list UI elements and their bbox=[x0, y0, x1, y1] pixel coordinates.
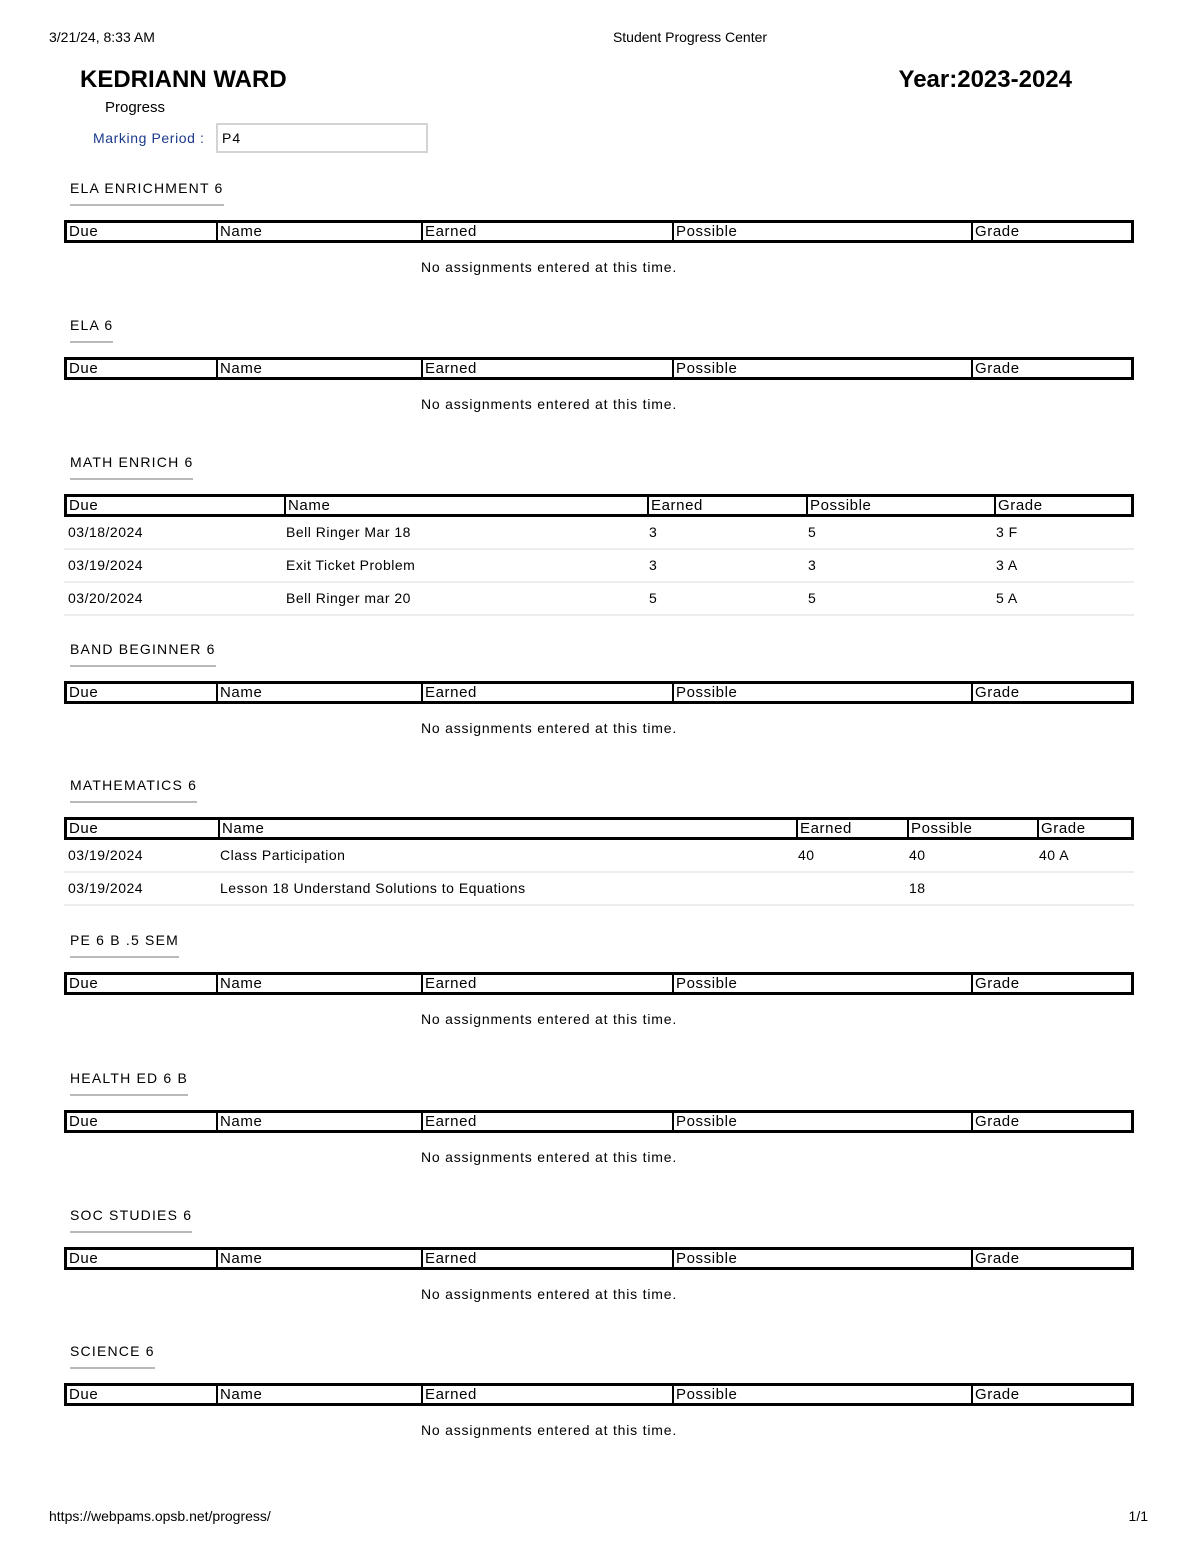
col-grade: Grade bbox=[971, 1250, 1020, 1267]
due-date: 03/19/2024 bbox=[68, 847, 144, 863]
col-earned: Earned bbox=[421, 360, 477, 377]
possible-points: 3 bbox=[808, 557, 817, 573]
course-section bbox=[64, 777, 1134, 906]
col-grade: Grade bbox=[971, 1386, 1020, 1403]
due-date: 03/20/2024 bbox=[68, 590, 144, 606]
assignment-table-header bbox=[64, 1247, 1134, 1270]
col-possible: Possible bbox=[672, 1250, 738, 1267]
course-section bbox=[64, 641, 1134, 736]
col-due: Due bbox=[69, 360, 99, 377]
course-section bbox=[64, 1070, 1134, 1165]
empty-message: No assignments entered at this time. bbox=[420, 259, 678, 275]
col-possible: Possible bbox=[907, 820, 973, 837]
empty-message: No assignments entered at this time. bbox=[420, 720, 678, 736]
col-name: Name bbox=[216, 1250, 262, 1267]
assignment-name: Bell Ringer Mar 18 bbox=[286, 524, 411, 540]
table-row bbox=[64, 873, 1134, 906]
assignment-name: Bell Ringer mar 20 bbox=[286, 590, 411, 606]
marking-period-select[interactable]: P4 bbox=[216, 123, 428, 153]
col-due: Due bbox=[69, 975, 99, 992]
assignment-table-header bbox=[64, 972, 1134, 995]
col-grade: Grade bbox=[994, 497, 1043, 514]
marking-period-label: Marking Period : bbox=[93, 130, 205, 146]
assignment-table-header bbox=[64, 817, 1134, 840]
col-name: Name bbox=[216, 1386, 262, 1403]
table-row bbox=[64, 840, 1134, 873]
course-section bbox=[64, 317, 1134, 412]
school-year: Year:2023-2024 bbox=[898, 66, 1072, 93]
empty-message: No assignments entered at this time. bbox=[420, 396, 678, 412]
grade-value: 3 F bbox=[996, 524, 1018, 540]
col-earned: Earned bbox=[421, 1113, 477, 1130]
col-earned: Earned bbox=[421, 223, 477, 240]
assignment-table-header bbox=[64, 494, 1134, 517]
col-grade: Grade bbox=[971, 223, 1020, 240]
earned-points: 3 bbox=[649, 524, 658, 540]
col-earned: Earned bbox=[421, 975, 477, 992]
possible-points: 5 bbox=[808, 524, 817, 540]
col-possible: Possible bbox=[672, 360, 738, 377]
col-name: Name bbox=[218, 820, 264, 837]
course-section bbox=[64, 1207, 1134, 1302]
col-grade: Grade bbox=[1037, 820, 1086, 837]
col-due: Due bbox=[69, 223, 99, 240]
course-section bbox=[64, 454, 1134, 616]
col-earned: Earned bbox=[796, 820, 852, 837]
page-url: https://webpams.opsb.net/progress/ bbox=[49, 1508, 271, 1524]
print-page-title: Student Progress Center bbox=[612, 29, 768, 45]
earned-points: 40 bbox=[798, 847, 815, 863]
page-number: 1/1 bbox=[1128, 1508, 1148, 1524]
print-timestamp: 3/21/24, 8:33 AM bbox=[49, 29, 155, 45]
assignment-name: Lesson 18 Understand Solutions to Equations bbox=[220, 880, 526, 896]
course-title: HEALTH ED 6 B bbox=[70, 1070, 188, 1096]
course-section bbox=[64, 932, 1134, 1027]
col-name: Name bbox=[216, 223, 262, 240]
possible-points: 40 bbox=[909, 847, 926, 863]
col-grade: Grade bbox=[971, 1113, 1020, 1130]
course-title: SOC STUDIES 6 bbox=[70, 1207, 192, 1233]
col-possible: Possible bbox=[806, 497, 872, 514]
assignment-table-header bbox=[64, 220, 1134, 243]
col-name: Name bbox=[216, 975, 262, 992]
student-name: KEDRIANN WARD bbox=[80, 66, 287, 93]
col-name: Name bbox=[216, 684, 262, 701]
possible-points: 18 bbox=[909, 880, 926, 896]
assignment-table-header bbox=[64, 1110, 1134, 1133]
col-name: Name bbox=[216, 1113, 262, 1130]
section-title: Progress bbox=[105, 99, 166, 116]
course-title: SCIENCE 6 bbox=[70, 1343, 155, 1369]
assignment-name: Class Participation bbox=[220, 847, 346, 863]
table-row bbox=[64, 517, 1134, 550]
col-possible: Possible bbox=[672, 684, 738, 701]
col-grade: Grade bbox=[971, 975, 1020, 992]
course-section bbox=[64, 180, 1134, 275]
possible-points: 5 bbox=[808, 590, 817, 606]
grade-value: 40 A bbox=[1039, 847, 1070, 863]
earned-points: 5 bbox=[649, 590, 658, 606]
assignment-table-header bbox=[64, 357, 1134, 380]
col-name: Name bbox=[284, 497, 330, 514]
assignment-name: Exit Ticket Problem bbox=[286, 557, 416, 573]
grade-value: 3 A bbox=[996, 557, 1018, 573]
grade-value: 5 A bbox=[996, 590, 1018, 606]
table-row bbox=[64, 550, 1134, 583]
course-title: MATH ENRICH 6 bbox=[70, 454, 193, 480]
col-name: Name bbox=[216, 360, 262, 377]
col-due: Due bbox=[69, 1250, 99, 1267]
col-grade: Grade bbox=[971, 684, 1020, 701]
col-earned: Earned bbox=[421, 684, 477, 701]
col-possible: Possible bbox=[672, 223, 738, 240]
due-date: 03/19/2024 bbox=[68, 557, 144, 573]
course-section bbox=[64, 1343, 1134, 1438]
col-due: Due bbox=[69, 1386, 99, 1403]
empty-message: No assignments entered at this time. bbox=[420, 1422, 678, 1438]
col-due: Due bbox=[69, 497, 99, 514]
earned-points: 3 bbox=[649, 557, 658, 573]
col-grade: Grade bbox=[971, 360, 1020, 377]
col-due: Due bbox=[69, 820, 99, 837]
empty-message: No assignments entered at this time. bbox=[420, 1149, 678, 1165]
course-title: BAND BEGINNER 6 bbox=[70, 641, 216, 667]
assignment-table-header bbox=[64, 681, 1134, 704]
course-title: ELA 6 bbox=[70, 317, 113, 343]
col-earned: Earned bbox=[421, 1386, 477, 1403]
col-possible: Possible bbox=[672, 1386, 738, 1403]
course-title: PE 6 B .5 SEM bbox=[70, 932, 179, 958]
due-date: 03/18/2024 bbox=[68, 524, 144, 540]
table-row bbox=[64, 583, 1134, 616]
due-date: 03/19/2024 bbox=[68, 880, 144, 896]
course-title: ELA ENRICHMENT 6 bbox=[70, 180, 224, 206]
col-possible: Possible bbox=[672, 1113, 738, 1130]
assignment-table-header bbox=[64, 1383, 1134, 1406]
col-due: Due bbox=[69, 684, 99, 701]
col-earned: Earned bbox=[421, 1250, 477, 1267]
empty-message: No assignments entered at this time. bbox=[420, 1011, 678, 1027]
empty-message: No assignments entered at this time. bbox=[420, 1286, 678, 1302]
col-due: Due bbox=[69, 1113, 99, 1130]
col-possible: Possible bbox=[672, 975, 738, 992]
course-title: MATHEMATICS 6 bbox=[70, 777, 197, 803]
col-earned: Earned bbox=[647, 497, 703, 514]
